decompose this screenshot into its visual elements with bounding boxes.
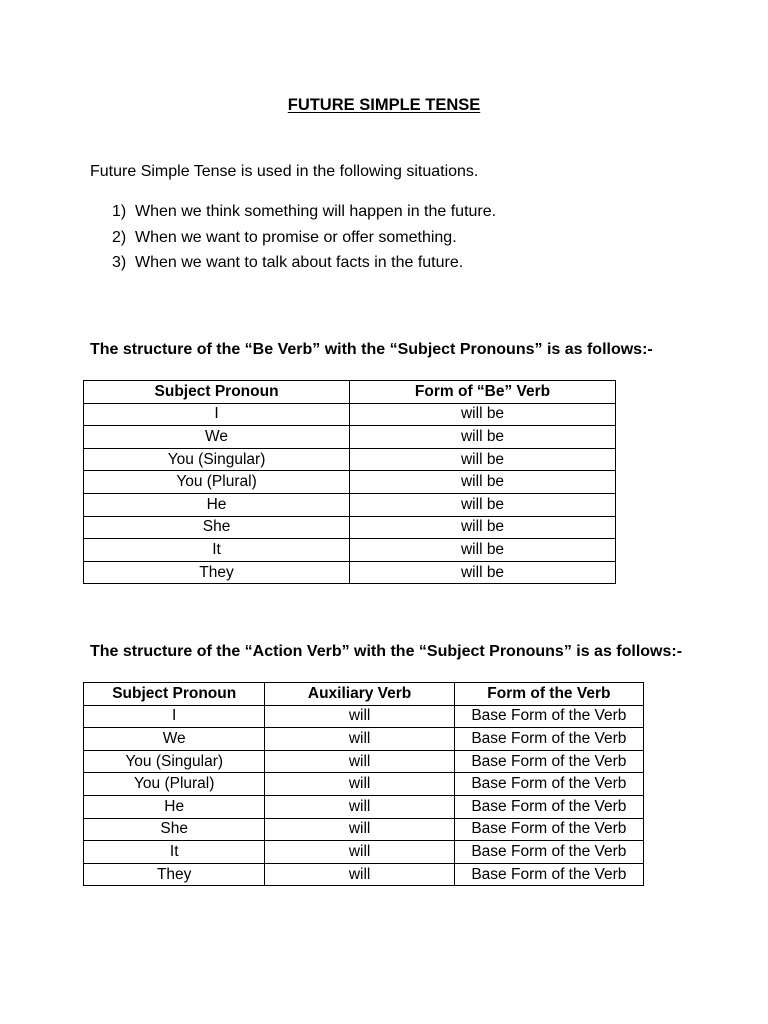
table-row xyxy=(84,426,616,449)
table-cell: will xyxy=(265,750,454,773)
table-cell: We xyxy=(84,426,350,449)
table-cell: will xyxy=(265,773,454,796)
list-number: 3) xyxy=(112,254,127,271)
table-cell: I xyxy=(84,403,350,426)
table-cell: will xyxy=(265,818,454,841)
table-row xyxy=(84,728,644,751)
column-header: Form of “Be” Verb xyxy=(350,381,616,404)
table-row xyxy=(84,818,644,841)
situations-list xyxy=(112,201,496,278)
column-header: Auxiliary Verb xyxy=(265,683,454,706)
table-cell: You (Plural) xyxy=(84,471,350,494)
table-row xyxy=(84,403,616,426)
table-cell: They xyxy=(84,561,350,584)
table-cell: will be xyxy=(350,516,616,539)
list-item xyxy=(112,252,496,278)
table-cell: They xyxy=(84,863,265,886)
column-header: Form of the Verb xyxy=(454,683,643,706)
table-row xyxy=(84,750,644,773)
table-cell: It xyxy=(84,539,350,562)
table-cell: He xyxy=(84,493,350,516)
table-cell: Base Form of the Verb xyxy=(454,795,643,818)
table-cell: will be xyxy=(350,403,616,426)
table-cell: will be xyxy=(350,448,616,471)
table-cell: will be xyxy=(350,426,616,449)
list-text: When we want to promise or offer something. xyxy=(135,228,457,246)
table-cell: will be xyxy=(350,471,616,494)
table-row xyxy=(84,561,616,584)
table-row xyxy=(84,516,616,539)
column-header: Subject Pronoun xyxy=(84,683,265,706)
table-cell: Base Form of the Verb xyxy=(454,728,643,751)
table-cell: You (Plural) xyxy=(84,773,265,796)
table-header-row xyxy=(84,683,644,706)
table-cell: will xyxy=(265,705,454,728)
table-cell: will xyxy=(265,728,454,751)
table-cell: Base Form of the Verb xyxy=(454,750,643,773)
table-row xyxy=(84,493,616,516)
action-verb-table xyxy=(83,682,644,886)
table-row xyxy=(84,539,616,562)
table-cell: will be xyxy=(350,561,616,584)
list-item xyxy=(112,201,496,227)
table-cell: Base Form of the Verb xyxy=(454,773,643,796)
action-verb-heading: The structure of the “Action Verb” with the “Subject Pronouns” is as follows:- xyxy=(90,643,683,660)
table-cell: We xyxy=(84,728,265,751)
list-number: 2) xyxy=(112,228,127,246)
table-row xyxy=(84,448,616,471)
intro-text: Future Simple Tense is used in the following situations. xyxy=(90,163,479,180)
table-cell: will xyxy=(265,795,454,818)
table-row xyxy=(84,795,644,818)
table-cell: will xyxy=(265,841,454,864)
table-cell: Base Form of the Verb xyxy=(454,705,643,728)
list-item xyxy=(112,227,496,253)
table-cell: will be xyxy=(350,539,616,562)
be-verb-heading: The structure of the “Be Verb” with the “Subject Pronouns” is as follows:- xyxy=(90,341,653,358)
table-cell: will xyxy=(265,863,454,886)
table-cell: She xyxy=(84,516,350,539)
table-row xyxy=(84,471,616,494)
table-cell: You (Singular) xyxy=(84,448,350,471)
table-cell: will be xyxy=(350,493,616,516)
table-row xyxy=(84,841,644,864)
table-header-row xyxy=(84,381,616,404)
column-header: Subject Pronoun xyxy=(84,381,350,404)
be-verb-table xyxy=(83,380,616,584)
list-text: When we think something will happen in the future. xyxy=(135,203,497,220)
table-cell: Base Form of the Verb xyxy=(454,841,643,864)
table-row xyxy=(84,773,644,796)
list-text: When we want to talk about facts in the future. xyxy=(135,254,464,271)
table-cell: I xyxy=(84,705,265,728)
table-cell: Base Form of the Verb xyxy=(454,818,643,841)
table-cell: He xyxy=(84,795,265,818)
table-row xyxy=(84,705,644,728)
table-row xyxy=(84,863,644,886)
table-cell: Base Form of the Verb xyxy=(454,863,643,886)
table-cell: You (Singular) xyxy=(84,750,265,773)
list-number: 1) xyxy=(112,203,127,220)
page-title: FUTURE SIMPLE TENSE xyxy=(287,96,481,114)
table-cell: She xyxy=(84,818,265,841)
table-cell: It xyxy=(84,841,265,864)
